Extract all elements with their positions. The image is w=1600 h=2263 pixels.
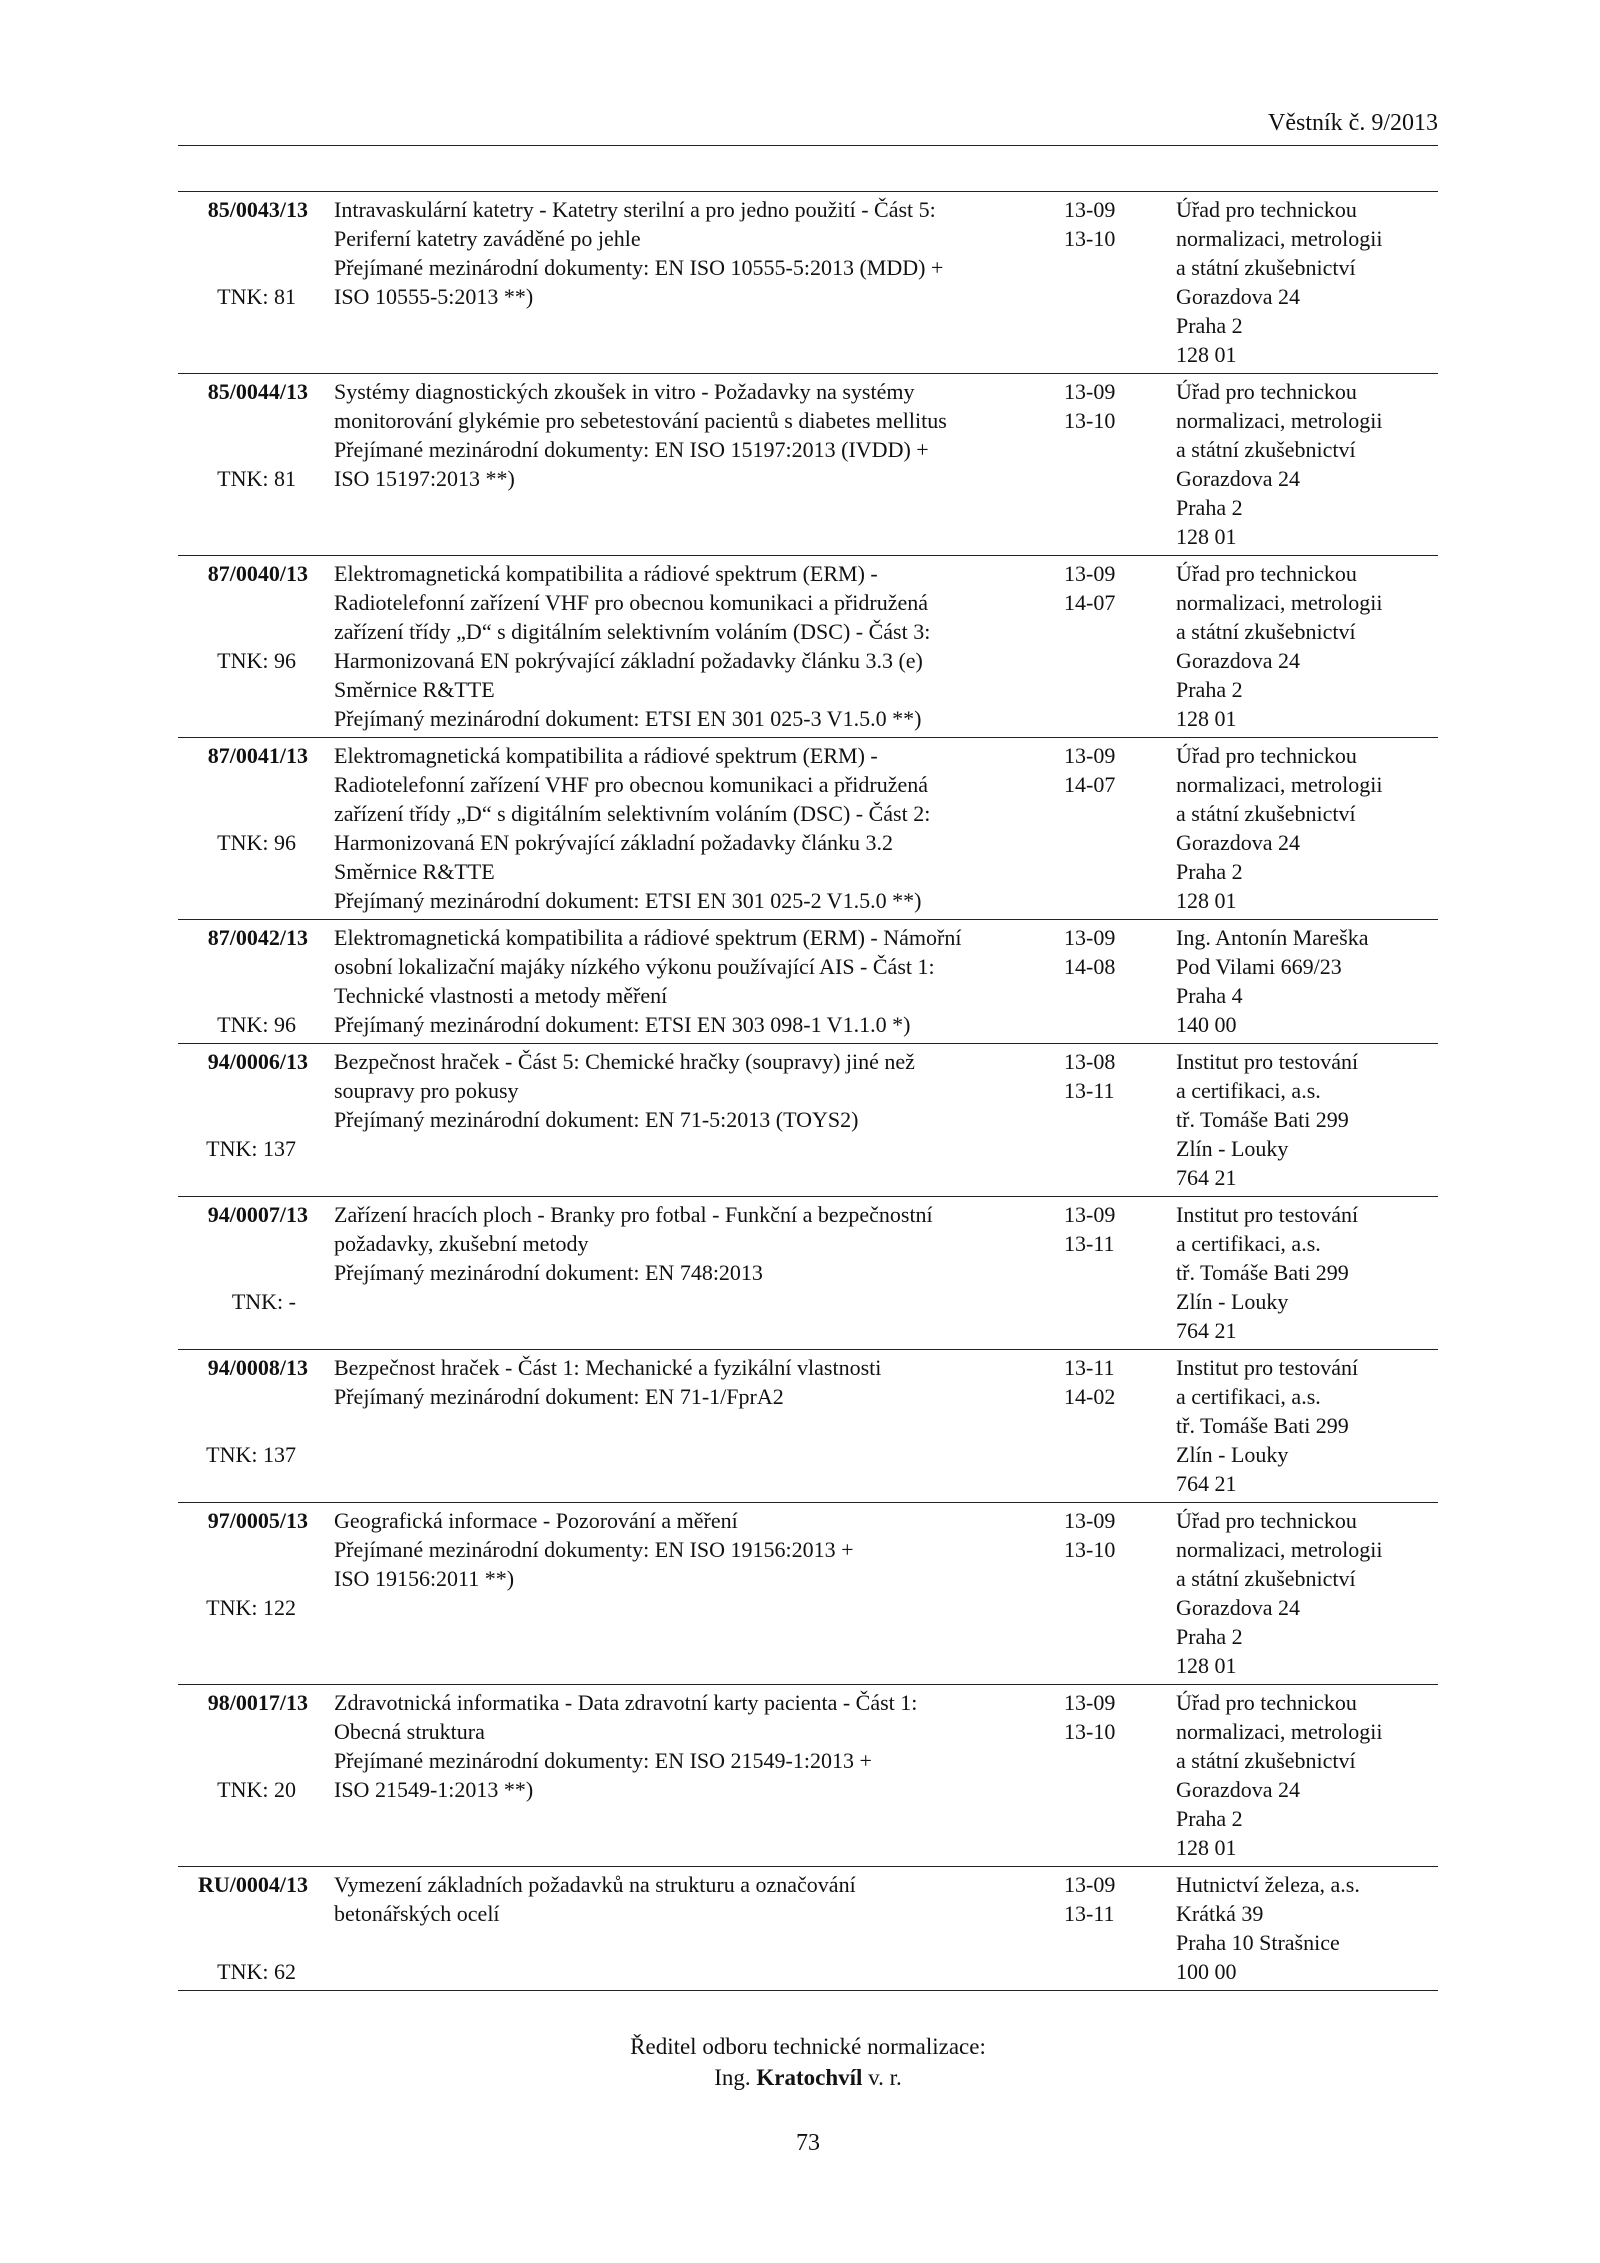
address-line: 128 01 [1176,1835,1237,1860]
processor-address [1176,1506,1436,1680]
title-line: Přejímané mezinárodní dokumenty: EN ISO 19156:2013 + [334,1537,854,1562]
standard-title [334,1047,1049,1134]
address-line: Zlín - Louky [1176,1442,1289,1467]
date-value: 13-10 [1064,408,1116,433]
title-line: Obecná struktura [334,1719,485,1744]
date-value: 13-09 [1064,743,1116,768]
title-line: Harmonizovaná EN pokrývající základní požadavky článku 3.3 (e) [334,648,923,673]
table-row [178,1867,1438,1991]
title-line: Směrnice R&TTE [334,859,495,884]
address-line: Praha 2 [1176,1624,1243,1649]
table-row [178,374,1438,556]
address-line: Institut pro testování [1176,1049,1359,1074]
address-line: Zlín - Louky [1176,1289,1289,1314]
tnk-label: TNK: 96 [217,1012,296,1037]
address-line: a státní zkušebnictví [1176,1566,1356,1591]
title-line: Přejímaný mezinárodní dokument: ETSI EN 303 098-1 V1.1.0 *) [334,1012,911,1037]
tnk-label: TNK: - [231,1289,296,1314]
standard-title [334,1870,1049,1928]
address-line: Praha 4 [1176,983,1243,1008]
standard-number: 97/0005/13 [207,1508,308,1533]
processor-address [1176,559,1436,733]
title-line: zařízení třídy „D“ s digitálním selektivním voláním (DSC) - Část 2: [334,801,931,826]
address-line: 140 00 [1176,1012,1237,1037]
title-line: osobní lokalizační majáky nízkého výkonu používající AIS - Část 1: [334,954,935,979]
table-row [178,920,1438,1044]
date-value: 13-10 [1064,1537,1116,1562]
standard-title [334,1688,1049,1804]
standard-number: 94/0007/13 [207,1202,308,1227]
address-line: Praha 2 [1176,1806,1243,1831]
title-line: Směrnice R&TTE [334,677,495,702]
standard-title [334,923,1049,1039]
address-line: a certifikaci, a.s. [1176,1231,1321,1256]
dates-column [1064,559,1144,617]
address-line: 128 01 [1176,342,1237,367]
address-line: tř. Tomáše Bati 299 [1176,1107,1349,1132]
title-line: Vymezení základních požadavků na strukturu a označování [334,1872,856,1897]
title-line: ISO 21549-1:2013 **) [334,1777,534,1802]
tnk-label: TNK: 96 [217,830,296,855]
title-line: Přejímané mezinárodní dokumenty: EN ISO 21549-1:2013 + [334,1748,872,1773]
title-line: Přejímaný mezinárodní dokument: ETSI EN 301 025-3 V1.5.0 **) [334,706,922,731]
address-line: Úřad pro technickou [1176,197,1357,222]
date-value: 13-10 [1064,226,1116,251]
address-line: 128 01 [1176,1653,1237,1678]
standard-number: 94/0006/13 [207,1049,308,1074]
standard-title [334,741,1049,915]
address-line: 100 00 [1176,1959,1237,1984]
address-line: normalizaci, metrologii [1176,1537,1383,1562]
address-line: a certifikaci, a.s. [1176,1384,1321,1409]
title-line: Harmonizovaná EN pokrývající základní požadavky článku 3.2 [334,830,893,855]
standard-title [334,559,1049,733]
title-line: zařízení třídy „D“ s digitálním selektivním voláním (DSC) - Část 3: [334,619,931,644]
title-line: Přejímaný mezinárodní dokument: EN 748:2013 [334,1260,763,1285]
standard-number: RU/0004/13 [198,1872,308,1897]
address-line: normalizaci, metrologii [1176,590,1383,615]
standard-number: 85/0044/13 [207,379,308,404]
title-line: soupravy pro pokusy [334,1078,519,1103]
date-value: 13-09 [1064,1508,1116,1533]
signature-prefix: Ing. [714,2065,757,2090]
processor-address [1176,1688,1436,1862]
dates-column [1064,741,1144,799]
table-row [178,738,1438,920]
processor-address [1176,1870,1436,1986]
processor-address [1176,377,1436,551]
dates-column [1064,1688,1144,1746]
signature-name-line [178,2062,1438,2093]
date-value: 14-02 [1064,1384,1116,1409]
address-line: a státní zkušebnictví [1176,1748,1356,1773]
title-line: Bezpečnost hraček - Část 1: Mechanické a fyzikální vlastnosti [334,1355,882,1380]
title-line: Radiotelefonní zařízení VHF pro obecnou komunikaci a přidružená [334,772,929,797]
title-line: Zdravotnická informatika - Data zdravotní karty pacienta - Část 1: [334,1690,918,1715]
tnk-label: TNK: 137 [206,1442,296,1467]
date-value: 13-09 [1064,925,1116,950]
tnk-label: TNK: 62 [217,1959,296,1984]
title-line: požadavky, zkušební metody [334,1231,589,1256]
standard-title [334,1200,1049,1287]
title-line: Přejímané mezinárodní dokumenty: EN ISO 10555-5:2013 (MDD) + [334,255,944,280]
address-line: Praha 2 [1176,313,1243,338]
address-line: 764 21 [1176,1318,1237,1343]
signature-role: Ředitel odboru technické normalizace: [630,2034,986,2059]
address-line: Pod Vilami 669/23 [1176,954,1342,979]
address-line: 128 01 [1176,524,1237,549]
address-line: tř. Tomáše Bati 299 [1176,1413,1349,1438]
address-line: Úřad pro technickou [1176,743,1357,768]
address-line: Zlín - Louky [1176,1136,1289,1161]
dates-column [1064,1506,1144,1564]
date-value: 13-09 [1064,197,1116,222]
address-line: 128 01 [1176,706,1237,731]
date-value: 14-07 [1064,590,1116,615]
title-line: Geografická informace - Pozorování a měření [334,1508,738,1533]
table-row [178,192,1438,374]
dates-column [1064,1200,1144,1258]
address-line: a státní zkušebnictví [1176,801,1356,826]
dates-column [1064,1047,1144,1105]
standard-title [334,195,1049,311]
address-line: 764 21 [1176,1165,1237,1190]
standard-number: 94/0008/13 [207,1355,308,1380]
address-line: 764 21 [1176,1471,1237,1496]
address-line: Gorazdova 24 [1176,1777,1301,1802]
title-line: Bezpečnost hraček - Část 5: Chemické hračky (soupravy) jiné než [334,1049,915,1074]
dates-column [1064,923,1144,981]
address-line: normalizaci, metrologii [1176,408,1383,433]
processor-address [1176,741,1436,915]
signature-name: Kratochvíl [756,2065,863,2090]
address-line: Praha 2 [1176,495,1243,520]
title-line: Zařízení hracích ploch - Branky pro fotbal - Funkční a bezpečnostní [334,1202,933,1227]
title-line: Přejímané mezinárodní dokumenty: EN ISO 15197:2013 (IVDD) + [334,437,929,462]
header-rule [178,145,1438,146]
title-line: Přejímaný mezinárodní dokument: EN 71-1/FprA2 [334,1384,784,1409]
processor-address [1176,1353,1436,1498]
address-line: normalizaci, metrologii [1176,772,1383,797]
tnk-label: TNK: 122 [206,1595,296,1620]
address-line: Praha 2 [1176,677,1243,702]
standard-number: 85/0043/13 [207,197,308,222]
address-line: Gorazdova 24 [1176,1595,1301,1620]
date-value: 13-11 [1064,1078,1115,1103]
address-line: Krátká 39 [1176,1901,1264,1926]
table-row [178,1503,1438,1685]
date-value: 13-09 [1064,561,1116,586]
title-line: Elektromagnetická kompatibilita a rádiové spektrum (ERM) - [334,743,878,768]
address-line: Úřad pro technickou [1176,1508,1357,1533]
address-line: Gorazdova 24 [1176,466,1301,491]
tnk-label: TNK: 81 [217,284,296,309]
standards-table [178,191,1438,1991]
address-line: Hutnictví železa, a.s. [1176,1872,1360,1897]
address-line: Praha 10 Strašnice [1176,1930,1340,1955]
table-row [178,556,1438,738]
title-line: ISO 10555-5:2013 **) [334,284,534,309]
signature-block [178,2031,1438,2093]
tnk-label: TNK: 81 [217,466,296,491]
address-line: Institut pro testování [1176,1355,1359,1380]
date-value: 13-09 [1064,1690,1116,1715]
date-value: 13-11 [1064,1231,1115,1256]
title-line: betonářských ocelí [334,1901,500,1926]
page-number: 73 [796,2130,820,2156]
title-line: Technické vlastnosti a metody měření [334,983,668,1008]
processor-address [1176,1200,1436,1345]
date-value: 13-11 [1064,1901,1115,1926]
standard-title [334,377,1049,493]
date-value: 13-09 [1064,1202,1116,1227]
standard-number: 98/0017/13 [207,1690,308,1715]
standard-title [334,1353,1049,1411]
table-row [178,1350,1438,1503]
address-line: Gorazdova 24 [1176,284,1301,309]
title-line: Periferní katetry zaváděné po jehle [334,226,641,251]
title-line: Přejímaný mezinárodní dokument: ETSI EN 301 025-2 V1.5.0 **) [334,888,922,913]
address-line: Gorazdova 24 [1176,830,1301,855]
address-line: Úřad pro technickou [1176,1690,1357,1715]
address-line: a státní zkušebnictví [1176,437,1356,462]
dates-column [1064,1353,1144,1411]
title-line: Radiotelefonní zařízení VHF pro obecnou komunikaci a přidružená [334,590,929,615]
table-row [178,1685,1438,1867]
address-line: a státní zkušebnictví [1176,255,1356,280]
dates-column [1064,195,1144,253]
processor-address [1176,195,1436,369]
address-line: 128 01 [1176,888,1237,913]
journal-header: Věstník č. 9/2013 [1268,110,1438,136]
title-line: Intravaskulární katetry - Katetry sterilní a pro jedno použití - Část 5: [334,197,936,222]
standard-title [334,1506,1049,1593]
address-line: Úřad pro technickou [1176,561,1357,586]
title-line: Systémy diagnostických zkoušek in vitro - Požadavky na systémy [334,379,915,404]
date-value: 14-07 [1064,772,1116,797]
tnk-label: TNK: 96 [217,648,296,673]
address-line: tř. Tomáše Bati 299 [1176,1260,1349,1285]
address-line: Ing. Antonín Mareška [1176,925,1369,950]
address-line: a certifikaci, a.s. [1176,1078,1321,1103]
dates-column [1064,377,1144,435]
title-line: monitorování glykémie pro sebetestování pacientů s diabetes mellitus [334,408,947,433]
table-row [178,1197,1438,1350]
table-row [178,1044,1438,1197]
processor-address [1176,923,1436,1039]
date-value: 13-10 [1064,1719,1116,1744]
date-value: 13-08 [1064,1049,1116,1074]
standard-number: 87/0040/13 [207,561,308,586]
signature-suffix: v. r. [862,2065,902,2090]
address-line: Praha 2 [1176,859,1243,884]
title-line: ISO 19156:2011 **) [334,1566,515,1591]
title-line: ISO 15197:2013 **) [334,466,515,491]
address-line: normalizaci, metrologii [1176,1719,1383,1744]
dates-column [1064,1870,1144,1928]
date-value: 13-11 [1064,1355,1115,1380]
title-line: Elektromagnetická kompatibilita a rádiové spektrum (ERM) - Námořní [334,925,962,950]
address-line: Gorazdova 24 [1176,648,1301,673]
title-line: Přejímaný mezinárodní dokument: EN 71-5:2013 (TOYS2) [334,1107,859,1132]
tnk-label: TNK: 20 [217,1777,296,1802]
date-value: 13-09 [1064,379,1116,404]
address-line: Úřad pro technickou [1176,379,1357,404]
standard-number: 87/0042/13 [207,925,308,950]
address-line: normalizaci, metrologii [1176,226,1383,251]
tnk-label: TNK: 137 [206,1136,296,1161]
address-line: Institut pro testování [1176,1202,1359,1227]
processor-address [1176,1047,1436,1192]
address-line: a státní zkušebnictví [1176,619,1356,644]
standard-number: 87/0041/13 [207,743,308,768]
date-value: 14-08 [1064,954,1116,979]
title-line: Elektromagnetická kompatibilita a rádiové spektrum (ERM) - [334,561,878,586]
date-value: 13-09 [1064,1872,1116,1897]
